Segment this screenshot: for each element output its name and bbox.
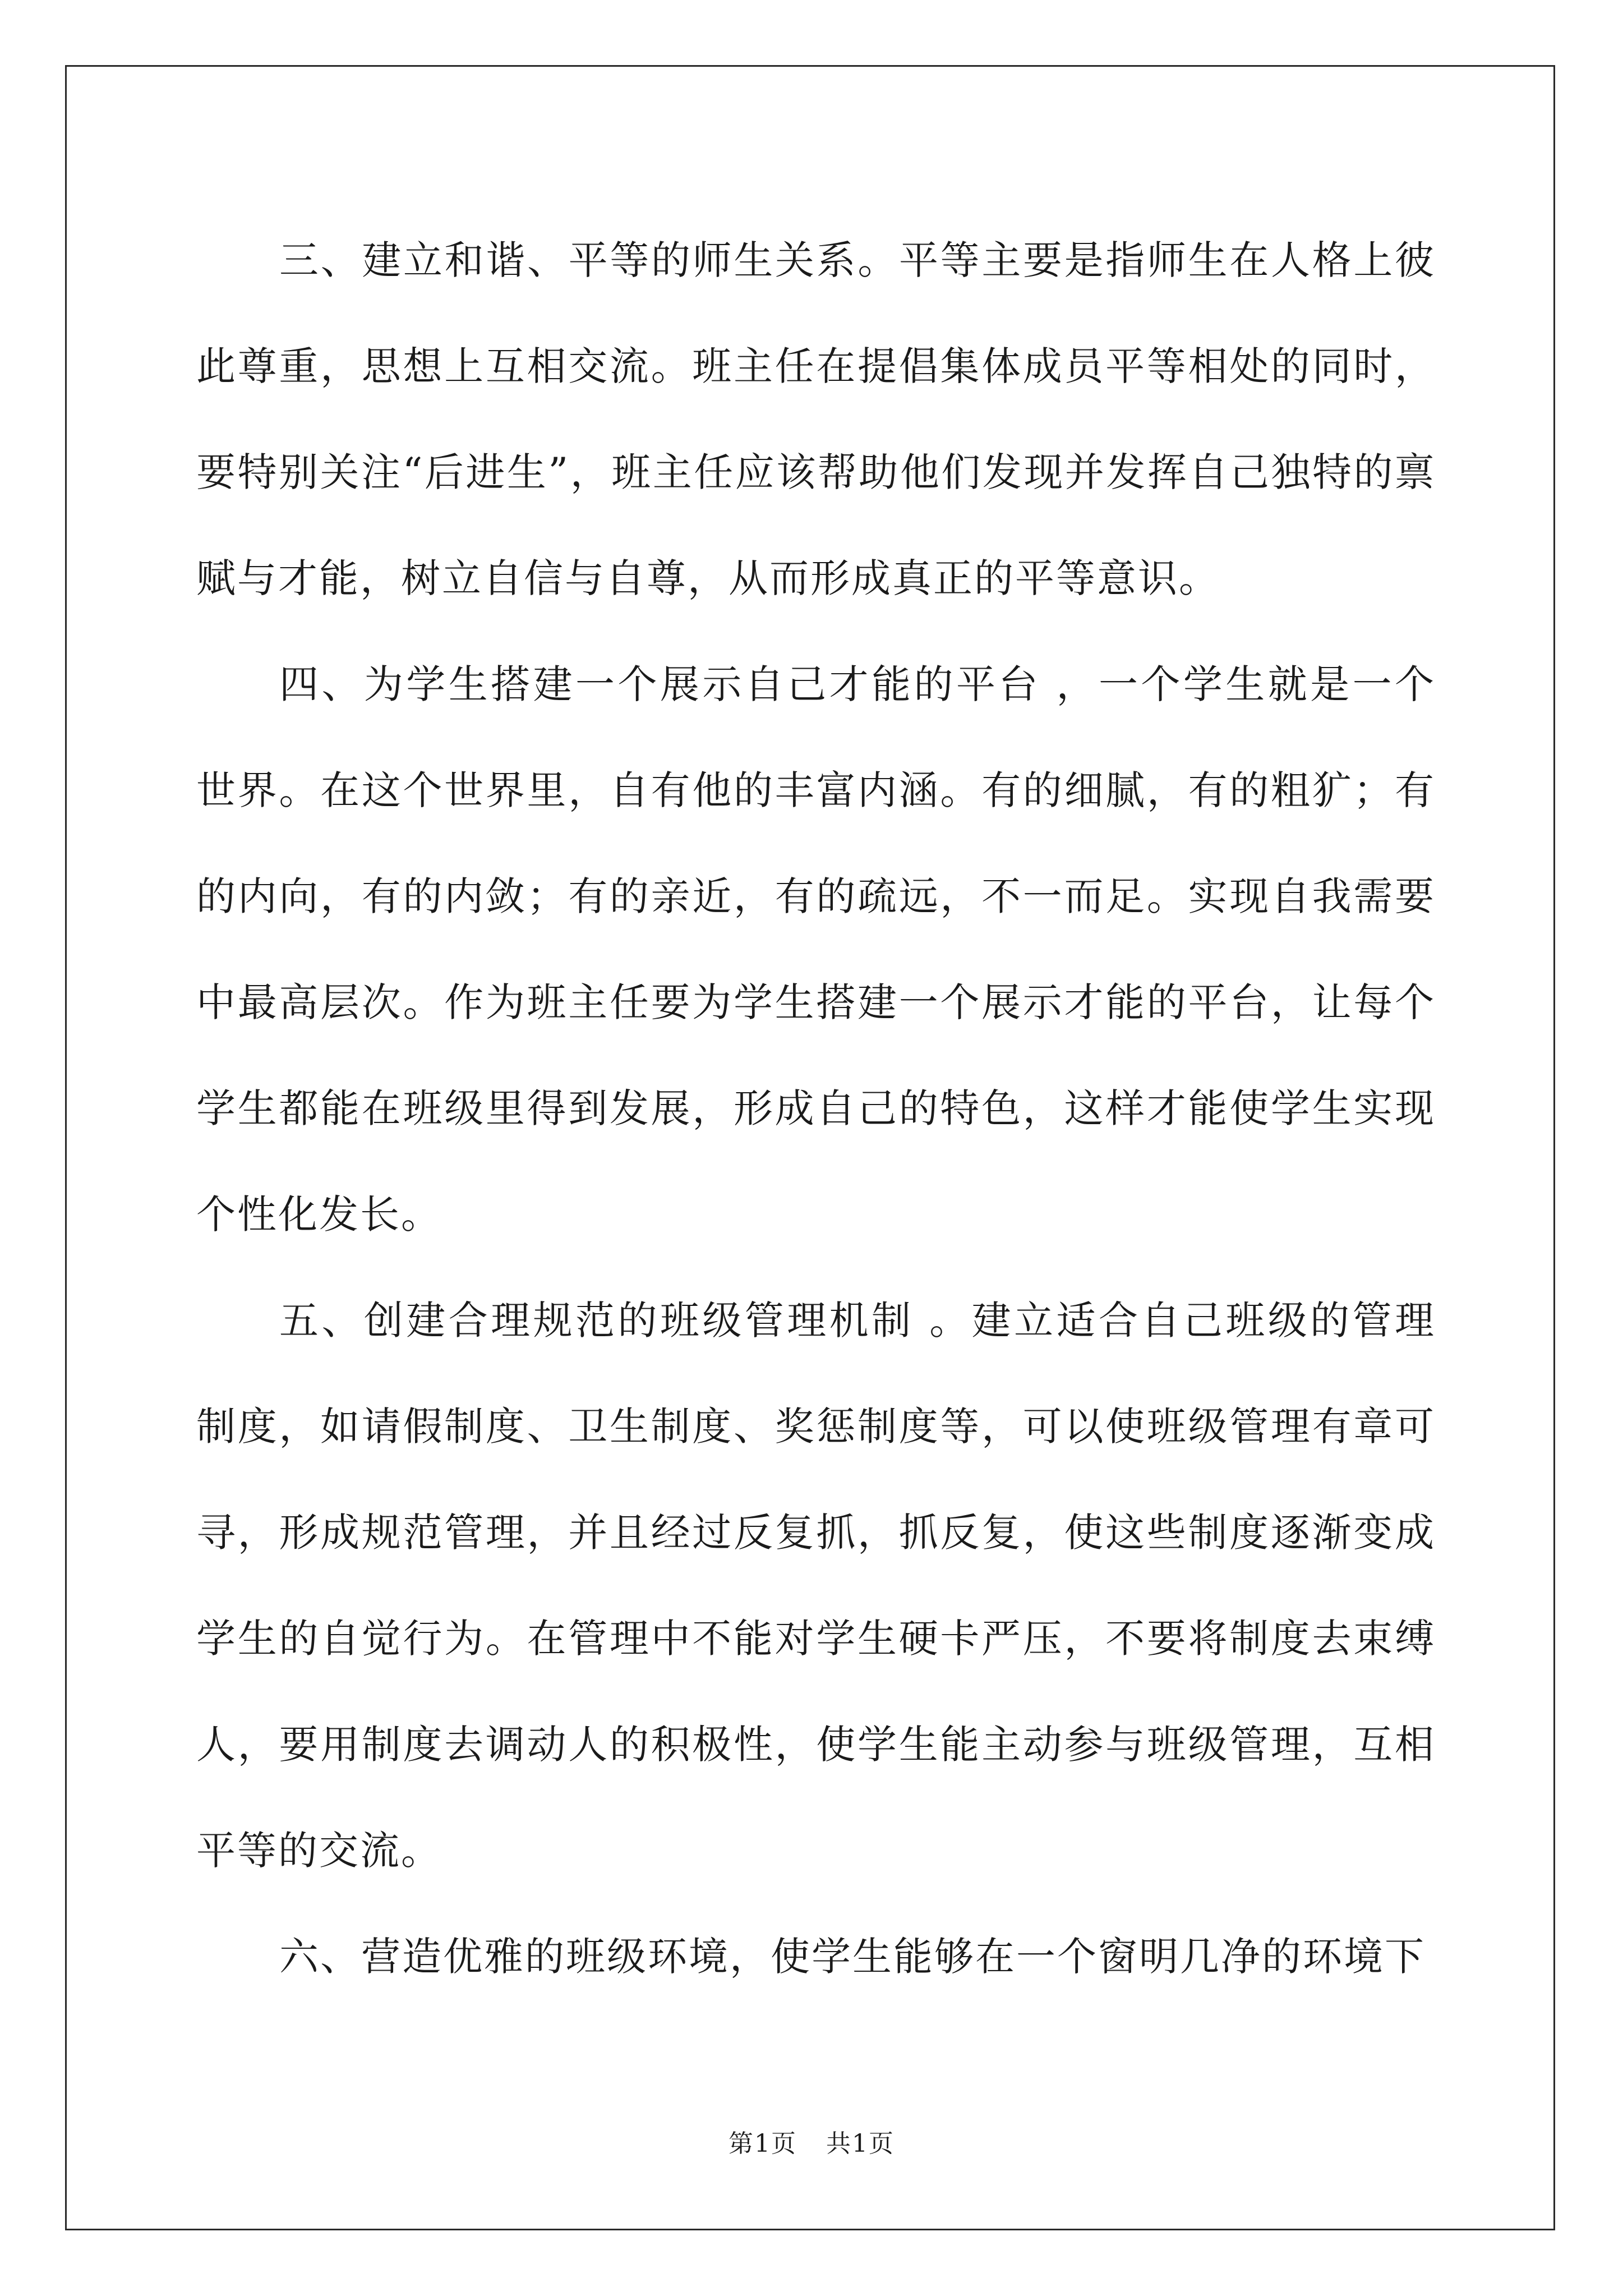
page-footer	[0, 2123, 1623, 2159]
paragraph-section-5: 五、创建合理规范的班级管理机制 。建立适合自己班级的管理制度，如请假制度、卫生制度、奖惩制度等，可以使班级管理有章可寻，形成规范管理，并且经过反复抓，抓反复，使这些制度逐渐变成学生的自觉行为。在管理中不能对学生硬卡严压，不要将制度去束缚人，要用制度去调动人的积极性，使学生能主动参与班级管理，互相平等的交流。	[196, 1297, 1436, 1874]
document-body	[196, 208, 1436, 2010]
paragraph-section-4: 四、为学生搭建一个展示自己才能的平台 ，一个学生就是一个世界。在这个世界里，自有他的丰富内涵。有的细腻，有的粗犷；有的内向，有的内敛；有的亲近，有的疏远，不一而足。实现自我需要中最高层次。作为班主任要为学生搭建一个展示才能的平台，让每个学生都能在班级里得到发展，形成自己的特色，这样才能使学生实现个性化发长。	[196, 661, 1436, 1237]
paragraph-section-6: 六、营造优雅的班级环境，使学生能够在一个窗明几净的环境下	[279, 1934, 1426, 1980]
page-number: 第1页	[728, 2129, 797, 2158]
page-total: 共1页	[826, 2129, 895, 2158]
paragraph-section-3: 三、建立和谐、平等的师生关系。平等主要是指师生在人格上彼此尊重，思想上互相交流。班主任在提倡集体成员平等相处的同时，要特别关注“后进生”，班主任应该帮助他们发现并发挥自己独特的禀赋与才能，树立自信与自尊，从而形成真正的平等意识。	[196, 237, 1436, 601]
